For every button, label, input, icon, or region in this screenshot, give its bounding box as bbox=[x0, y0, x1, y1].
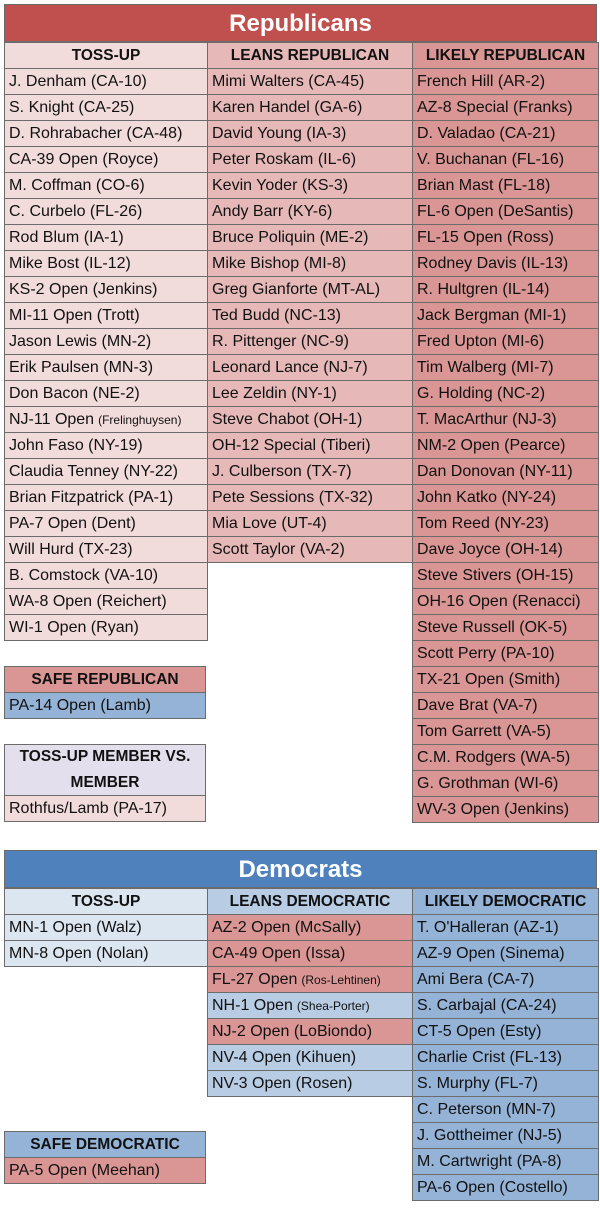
table-row bbox=[412, 1070, 599, 1097]
table-row bbox=[207, 172, 413, 199]
table-row-text: Steve Russell (OK-5) bbox=[417, 618, 568, 636]
table-row-text: Karen Handel (GA-6) bbox=[212, 98, 363, 116]
table-row bbox=[412, 640, 599, 667]
table-row bbox=[207, 458, 413, 485]
table-row bbox=[4, 692, 206, 719]
table-row bbox=[412, 276, 599, 303]
leans-header-text: LEANS DEMOCRATIC bbox=[229, 892, 391, 910]
table-row-text: MI-11 Open (Trott) bbox=[9, 306, 140, 324]
table-row-text: PA-5 Open (Meehan) bbox=[9, 1161, 160, 1179]
table-row-text: J. Gottheimer (NJ-5) bbox=[417, 1126, 562, 1144]
leans-header-text: LEANS REPUBLICAN bbox=[230, 46, 390, 64]
table-row bbox=[412, 1044, 599, 1071]
likely-column bbox=[413, 889, 599, 1201]
table-row bbox=[207, 992, 413, 1019]
table-row bbox=[4, 484, 208, 511]
table-row bbox=[207, 250, 413, 277]
table-row bbox=[207, 94, 413, 121]
table-row-text: FL-27 Open bbox=[212, 970, 298, 988]
table-row bbox=[207, 484, 413, 511]
table-row-text: Greg Gianforte (MT-AL) bbox=[212, 280, 381, 298]
table-row bbox=[412, 562, 599, 589]
table-row bbox=[4, 380, 208, 407]
table-row-text: Jason Lewis (MN-2) bbox=[9, 332, 152, 350]
table-row bbox=[412, 614, 599, 641]
table-row-text: Lee Zeldin (NY-1) bbox=[212, 384, 337, 402]
table-row bbox=[4, 198, 208, 225]
table-row-text: MN-1 Open (Walz) bbox=[9, 918, 142, 936]
table-row bbox=[4, 510, 208, 537]
table-row-text: Scott Taylor (VA-2) bbox=[212, 540, 345, 558]
table-row-text: NV-4 Open (Kihuen) bbox=[212, 1048, 357, 1066]
table-row-text: NJ-2 Open (LoBiondo) bbox=[212, 1022, 373, 1040]
table-row-text: PA-6 Open (Costello) bbox=[417, 1178, 568, 1196]
table-row-text: Leonard Lance (NJ-7) bbox=[212, 358, 368, 376]
toss_up-header-text: TOSS-UP bbox=[71, 892, 141, 910]
likely-column bbox=[413, 43, 599, 823]
table-row bbox=[412, 510, 599, 537]
table-row-note: (Shea-Porter) bbox=[296, 998, 370, 1013]
table-row bbox=[4, 328, 208, 355]
table-row bbox=[4, 940, 208, 967]
table-row bbox=[4, 68, 208, 95]
table-row bbox=[412, 120, 599, 147]
table-row bbox=[4, 94, 208, 121]
table-row-text: CT-5 Open (Esty) bbox=[417, 1022, 542, 1040]
table-row-text: Tom Garrett (VA-5) bbox=[417, 722, 551, 740]
table-row-text: D. Valadao (CA-21) bbox=[417, 124, 556, 142]
table-row-text: David Young (IA-3) bbox=[212, 124, 347, 142]
table-row-text: MN-8 Open (Nolan) bbox=[9, 944, 149, 962]
table-row bbox=[207, 146, 413, 173]
table-row-text: Brian Mast (FL-18) bbox=[417, 176, 551, 194]
table-row-text: PA-7 Open (Dent) bbox=[9, 514, 136, 532]
table-row-text: Mike Bishop (MI-8) bbox=[212, 254, 347, 272]
table-row-text: TX-21 Open (Smith) bbox=[417, 670, 561, 688]
member-vs-member-box bbox=[4, 745, 206, 822]
leans-header bbox=[207, 42, 413, 69]
table-row bbox=[207, 1044, 413, 1071]
table-row bbox=[412, 1148, 599, 1175]
safe-header-text: SAFE DEMOCRATIC bbox=[30, 1135, 180, 1153]
table-row-text: CA-39 Open (Royce) bbox=[9, 150, 159, 168]
table-row bbox=[412, 94, 599, 121]
table-row bbox=[412, 224, 599, 251]
table-row-text: Rodney Davis (IL-13) bbox=[417, 254, 569, 272]
table-row bbox=[207, 302, 413, 329]
table-row-text: G. Holding (NC-2) bbox=[417, 384, 546, 402]
table-row-text: Dave Brat (VA-7) bbox=[417, 696, 538, 714]
table-row-text: NJ-11 Open bbox=[9, 410, 95, 428]
table-row-text: C. Peterson (MN-7) bbox=[417, 1100, 556, 1118]
republicans-banner: Republicans bbox=[4, 4, 597, 42]
leans-column bbox=[208, 889, 413, 1201]
table-row-text: T. MacArthur (NJ-3) bbox=[417, 410, 557, 428]
table-row-text: Ami Bera (CA-7) bbox=[417, 970, 535, 988]
table-row-text: C.M. Rodgers (WA-5) bbox=[417, 748, 571, 766]
table-row-text: French Hill (AR-2) bbox=[417, 72, 546, 90]
table-row-note: (Ros-Lehtinen) bbox=[301, 972, 381, 987]
table-row-text: V. Buchanan (FL-16) bbox=[417, 150, 565, 168]
table-row-text: WA-8 Open (Reichert) bbox=[9, 592, 167, 610]
table-row-text: J. Culberson (TX-7) bbox=[212, 462, 352, 480]
table-row-text: FL-15 Open (Ross) bbox=[417, 228, 554, 246]
table-row-text: Scott Perry (PA-10) bbox=[417, 644, 555, 662]
table-row bbox=[412, 914, 599, 941]
table-row bbox=[412, 432, 599, 459]
table-row bbox=[412, 718, 599, 745]
table-row bbox=[412, 796, 599, 823]
table-row bbox=[412, 302, 599, 329]
table-row bbox=[207, 328, 413, 355]
table-row-text: Mia Love (UT-4) bbox=[212, 514, 327, 532]
leans-column bbox=[208, 43, 413, 823]
leans-header bbox=[207, 888, 413, 915]
table-row-text: J. Denham (CA-10) bbox=[9, 72, 147, 90]
table-row bbox=[412, 966, 599, 993]
table-row-text: AZ-9 Open (Sinema) bbox=[417, 944, 565, 962]
table-row bbox=[207, 198, 413, 225]
table-row bbox=[207, 380, 413, 407]
table-row bbox=[412, 666, 599, 693]
table-row-text: G. Grothman (WI-6) bbox=[417, 774, 559, 792]
toss_up-header bbox=[4, 888, 208, 915]
table-row bbox=[412, 744, 599, 771]
table-row bbox=[412, 458, 599, 485]
table-row-text: Charlie Crist (FL-13) bbox=[417, 1048, 562, 1066]
table-row bbox=[4, 795, 206, 822]
table-row-text: Don Bacon (NE-2) bbox=[9, 384, 140, 402]
table-row bbox=[412, 940, 599, 967]
table-row bbox=[207, 940, 413, 967]
table-row bbox=[4, 224, 208, 251]
table-row bbox=[4, 406, 208, 433]
table-row-text: NV-3 Open (Rosen) bbox=[212, 1074, 353, 1092]
table-row-text: R. Hultgren (IL-14) bbox=[417, 280, 550, 298]
table-row bbox=[412, 1174, 599, 1201]
table-row bbox=[4, 146, 208, 173]
table-row-text: T. O'Halleran (AZ-1) bbox=[417, 918, 559, 936]
table-row bbox=[4, 588, 208, 615]
table-row bbox=[412, 692, 599, 719]
toss_up-header-text: TOSS-UP bbox=[71, 46, 141, 64]
table-row-text: Pete Sessions (TX-32) bbox=[212, 488, 373, 506]
table-row bbox=[207, 510, 413, 537]
democrats-banner: Democrats bbox=[4, 850, 597, 888]
table-row-text: John Faso (NY-19) bbox=[9, 436, 143, 454]
table-row-text: Erik Paulsen (MN-3) bbox=[9, 358, 154, 376]
table-row bbox=[412, 1096, 599, 1123]
table-row-text: AZ-8 Special (Franks) bbox=[417, 98, 573, 116]
table-row bbox=[207, 68, 413, 95]
table-row bbox=[412, 484, 599, 511]
table-row bbox=[4, 562, 208, 589]
safe-header bbox=[4, 666, 206, 693]
table-row-text: C. Curbelo (FL-26) bbox=[9, 202, 143, 220]
table-row-text: NH-1 Open bbox=[212, 996, 293, 1014]
table-row-text: Brian Fitzpatrick (PA-1) bbox=[9, 488, 174, 506]
table-row-text: Fred Upton (MI-6) bbox=[417, 332, 545, 350]
table-row bbox=[207, 354, 413, 381]
table-row-text: M. Cartwright (PA-8) bbox=[417, 1152, 562, 1170]
table-row-text: S. Murphy (FL-7) bbox=[417, 1074, 538, 1092]
table-row-text: M. Coffman (CO-6) bbox=[9, 176, 145, 194]
mvm-header-text: TOSS-UP MEMBER VS. MEMBER bbox=[19, 748, 191, 791]
table-row bbox=[412, 198, 599, 225]
table-row-text: OH-12 Special (Tiberi) bbox=[212, 436, 371, 454]
mvm-header bbox=[4, 744, 206, 796]
table-row-text: R. Pittenger (NC-9) bbox=[212, 332, 349, 350]
table-row-text: S. Knight (CA-25) bbox=[9, 98, 135, 116]
table-row bbox=[4, 302, 208, 329]
table-row-text: WV-3 Open (Jenkins) bbox=[417, 800, 570, 818]
likely-header bbox=[412, 42, 599, 69]
table-row-text: Mimi Walters (CA-45) bbox=[212, 72, 365, 90]
table-row-text: Tom Reed (NY-23) bbox=[417, 514, 549, 532]
table-row-text: AZ-2 Open (McSally) bbox=[212, 918, 362, 936]
table-row bbox=[207, 914, 413, 941]
table-row-text: Steve Stivers (OH-15) bbox=[417, 566, 574, 584]
safe-header-text: SAFE REPUBLICAN bbox=[31, 670, 179, 688]
table-row bbox=[412, 992, 599, 1019]
table-row-text: Peter Roskam (IL-6) bbox=[212, 150, 357, 168]
table-row bbox=[412, 380, 599, 407]
table-row-text: B. Comstock (VA-10) bbox=[9, 566, 159, 584]
table-row-text: Andy Barr (KY-6) bbox=[212, 202, 333, 220]
table-row bbox=[412, 354, 599, 381]
table-row-text: Rothfus/Lamb (PA-17) bbox=[9, 799, 167, 817]
table-row-text: OH-16 Open (Renacci) bbox=[417, 592, 581, 610]
table-row bbox=[4, 458, 208, 485]
table-row-text: WI-1 Open (Ryan) bbox=[9, 618, 139, 636]
safe-democratic-box bbox=[4, 1132, 206, 1184]
toss_up-header bbox=[4, 42, 208, 69]
table-row-text: Steve Chabot (OH-1) bbox=[212, 410, 363, 428]
table-row-text: FL-6 Open (DeSantis) bbox=[417, 202, 574, 220]
table-row-text: NM-2 Open (Pearce) bbox=[417, 436, 566, 454]
table-row bbox=[412, 172, 599, 199]
table-row-text: John Katko (NY-24) bbox=[417, 488, 557, 506]
table-row-text: D. Rohrabacher (CA-48) bbox=[9, 124, 183, 142]
table-row bbox=[412, 406, 599, 433]
table-row bbox=[4, 120, 208, 147]
table-row-text: PA-14 Open (Lamb) bbox=[9, 696, 151, 714]
table-row-text: Dave Joyce (OH-14) bbox=[417, 540, 563, 558]
table-row-text: Mike Bost (IL-12) bbox=[9, 254, 131, 272]
table-row bbox=[412, 328, 599, 355]
table-row bbox=[4, 354, 208, 381]
table-row bbox=[4, 250, 208, 277]
table-row bbox=[4, 432, 208, 459]
safe-header bbox=[4, 1131, 206, 1158]
table-row bbox=[207, 1018, 413, 1045]
table-row-text: KS-2 Open (Jenkins) bbox=[9, 280, 158, 298]
table-row-text: Kevin Yoder (KS-3) bbox=[212, 176, 349, 194]
safe-republican-box bbox=[4, 667, 206, 719]
table-row bbox=[207, 224, 413, 251]
likely-header-text: LIKELY REPUBLICAN bbox=[425, 46, 586, 64]
table-row bbox=[4, 172, 208, 199]
table-row bbox=[207, 120, 413, 147]
table-row bbox=[412, 146, 599, 173]
table-row bbox=[207, 966, 413, 993]
likely-header-text: LIKELY DEMOCRATIC bbox=[424, 892, 587, 910]
table-row-text: Rod Blum (IA-1) bbox=[9, 228, 124, 246]
table-row bbox=[207, 276, 413, 303]
table-row bbox=[412, 1018, 599, 1045]
table-row bbox=[412, 588, 599, 615]
table-row-text: Ted Budd (NC-13) bbox=[212, 306, 341, 324]
table-row bbox=[4, 536, 208, 563]
table-row bbox=[412, 770, 599, 797]
table-row-text: CA-49 Open (Issa) bbox=[212, 944, 346, 962]
table-row-note: (Frelinghuysen) bbox=[98, 412, 182, 427]
table-row-text: Jack Bergman (MI-1) bbox=[417, 306, 567, 324]
table-row bbox=[4, 1157, 206, 1184]
table-row bbox=[412, 1122, 599, 1149]
table-row bbox=[207, 432, 413, 459]
likely-header bbox=[412, 888, 599, 915]
table-row bbox=[412, 68, 599, 95]
table-row bbox=[4, 276, 208, 303]
table-row bbox=[412, 536, 599, 563]
table-row-text: S. Carbajal (CA-24) bbox=[417, 996, 557, 1014]
table-row-text: Will Hurd (TX-23) bbox=[9, 540, 133, 558]
table-row bbox=[207, 1070, 413, 1097]
table-row-text: Claudia Tenney (NY-22) bbox=[9, 462, 178, 480]
table-row bbox=[207, 406, 413, 433]
table-row bbox=[4, 914, 208, 941]
table-row bbox=[412, 250, 599, 277]
table-row-text: Bruce Poliquin (ME-2) bbox=[212, 228, 369, 246]
table-row-text: Dan Donovan (NY-11) bbox=[417, 462, 573, 480]
table-row-text: Tim Walberg (MI-7) bbox=[417, 358, 554, 376]
table-row bbox=[207, 536, 413, 563]
table-row bbox=[4, 614, 208, 641]
